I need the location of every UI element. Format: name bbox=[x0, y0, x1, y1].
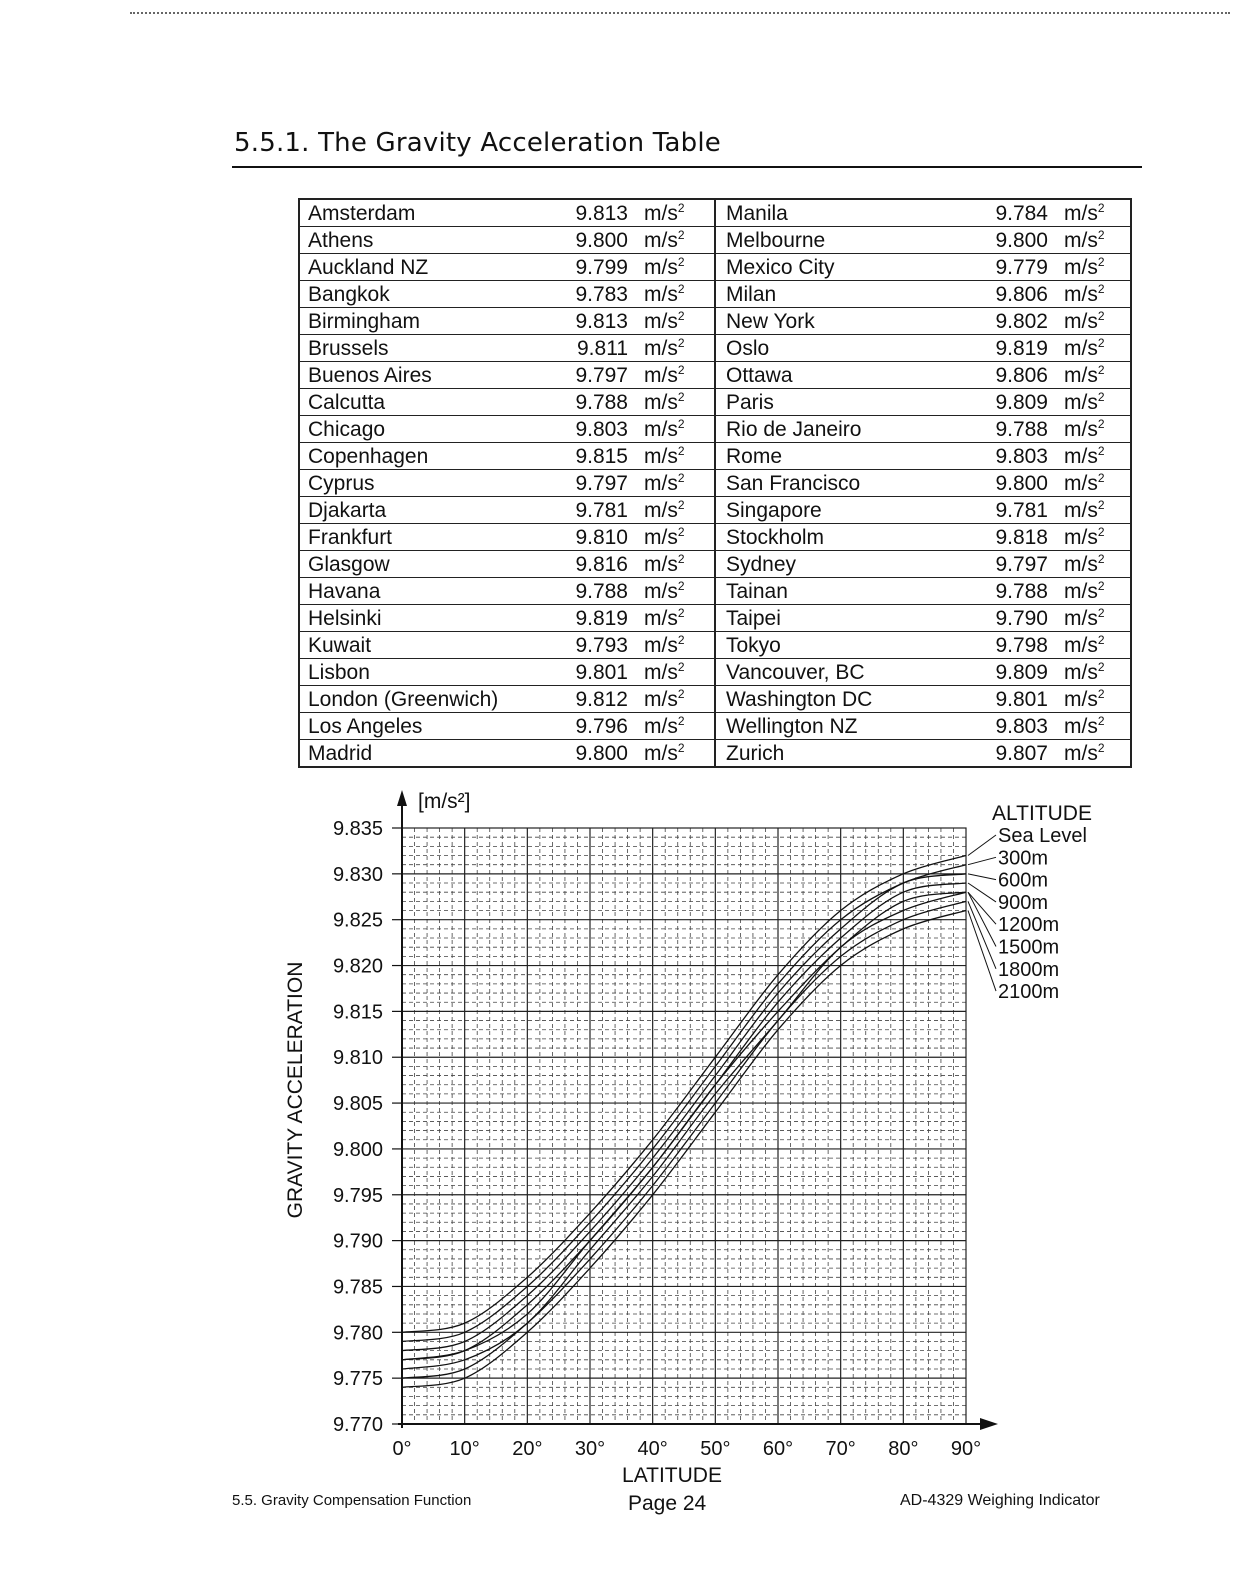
city-name: Tainan bbox=[726, 579, 788, 603]
y-tick-label: 9.780 bbox=[332, 1322, 383, 1345]
unit-base: m/s bbox=[644, 282, 678, 306]
unit-base: m/s bbox=[644, 633, 678, 657]
gravity-value: 9.797 bbox=[575, 363, 628, 387]
city-name: Bangkok bbox=[308, 282, 390, 306]
city-name: Los Angeles bbox=[308, 714, 423, 738]
city-name: Wellington NZ bbox=[726, 714, 858, 738]
unit-base: m/s bbox=[644, 417, 678, 441]
unit-base: m/s bbox=[644, 444, 678, 468]
legend-entry: 1800m bbox=[998, 958, 1060, 981]
legend-leader-line bbox=[968, 911, 996, 992]
unit-base: m/s bbox=[1064, 579, 1098, 603]
city-name: Chicago bbox=[308, 417, 386, 441]
unit-base: m/s bbox=[644, 741, 678, 765]
unit-exponent: 2 bbox=[1097, 281, 1105, 296]
y-tick-label: 9.795 bbox=[332, 1184, 383, 1207]
unit-base: m/s bbox=[1064, 201, 1098, 225]
gravity-value: 9.788 bbox=[995, 417, 1048, 441]
x-tick-label: 90° bbox=[950, 1438, 982, 1460]
unit-exponent: 2 bbox=[677, 227, 685, 242]
city-name: Calcutta bbox=[308, 390, 386, 414]
gravity-value: 9.796 bbox=[575, 714, 628, 738]
unit-exponent: 2 bbox=[677, 308, 685, 323]
y-tick-label: 9.835 bbox=[332, 818, 383, 840]
unit-base: m/s bbox=[644, 471, 678, 495]
gravity-value: 9.803 bbox=[575, 417, 628, 441]
city-name: Stockholm bbox=[726, 525, 825, 549]
city-name: London (Greenwich) bbox=[308, 687, 499, 711]
unit-base: m/s bbox=[644, 714, 678, 738]
x-tick-label: 80° bbox=[888, 1438, 919, 1460]
city-name: Tokyo bbox=[726, 633, 781, 657]
unit-exponent: 2 bbox=[677, 713, 685, 728]
legend-leader-line bbox=[968, 901, 996, 968]
x-tick-label: 50° bbox=[700, 1438, 731, 1460]
gravity-value: 9.819 bbox=[995, 336, 1048, 360]
gravity-value: 9.788 bbox=[995, 579, 1048, 603]
city-name: Brussels bbox=[308, 336, 389, 360]
gravity-value: 9.781 bbox=[995, 498, 1048, 522]
gravity-value: 9.788 bbox=[575, 579, 628, 603]
unit-base: m/s bbox=[1064, 390, 1098, 414]
city-name: Rio de Janeiro bbox=[726, 417, 862, 441]
gravity-value: 9.803 bbox=[995, 714, 1048, 738]
y-axis-title: GRAVITY ACCELERATION bbox=[284, 961, 307, 1219]
legend-leader-line bbox=[968, 835, 996, 856]
x-tick-label: 10° bbox=[449, 1438, 480, 1460]
y-tick-label: 9.775 bbox=[332, 1368, 383, 1391]
x-axis-arrow bbox=[980, 1418, 998, 1430]
x-tick-label: 30° bbox=[574, 1438, 606, 1460]
unit-exponent: 2 bbox=[677, 470, 685, 485]
unit-base: m/s bbox=[644, 579, 678, 603]
gravity-value: 9.807 bbox=[995, 741, 1048, 765]
city-name: Vancouver, BC bbox=[726, 660, 865, 684]
unit-exponent: 2 bbox=[677, 200, 685, 215]
city-name: Ottawa bbox=[726, 363, 793, 387]
legend-entry: 1500m bbox=[998, 936, 1060, 959]
unit-base: m/s bbox=[644, 687, 678, 711]
unit-base: m/s bbox=[1064, 471, 1098, 495]
unit-base: m/s bbox=[644, 363, 678, 387]
city-name: Helsinki bbox=[308, 606, 382, 630]
gravity-value: 9.800 bbox=[995, 228, 1048, 252]
unit-exponent: 2 bbox=[677, 740, 685, 755]
unit-exponent: 2 bbox=[1097, 740, 1105, 755]
city-name: Copenhagen bbox=[308, 444, 429, 468]
x-tick-label: 70° bbox=[825, 1438, 856, 1460]
unit-exponent: 2 bbox=[677, 281, 685, 296]
unit-exponent: 2 bbox=[1097, 632, 1105, 647]
unit-exponent: 2 bbox=[677, 362, 685, 377]
gravity-value: 9.809 bbox=[995, 660, 1048, 684]
city-name: Buenos Aires bbox=[308, 363, 432, 387]
y-tick-label: 9.830 bbox=[332, 863, 383, 886]
gravity-value: 9.798 bbox=[995, 633, 1048, 657]
unit-base: m/s bbox=[1064, 228, 1098, 252]
y-tick-label: 9.805 bbox=[332, 1093, 383, 1116]
unit-exponent: 2 bbox=[1097, 605, 1105, 620]
unit-exponent: 2 bbox=[677, 335, 685, 350]
unit-base: m/s bbox=[1064, 309, 1098, 333]
gravity-value: 9.815 bbox=[575, 444, 628, 468]
city-name: Sydney bbox=[726, 552, 797, 576]
y-tick-label: 9.825 bbox=[332, 909, 383, 932]
city-name: Oslo bbox=[726, 336, 770, 360]
unit-exponent: 2 bbox=[677, 416, 685, 431]
footer-section: 5.5. Gravity Compensation Function bbox=[232, 1492, 472, 1509]
city-name: Zurich bbox=[726, 741, 785, 765]
legend-leader-line bbox=[968, 857, 996, 864]
gravity-value: 9.813 bbox=[575, 309, 628, 333]
unit-exponent: 2 bbox=[1097, 416, 1105, 431]
city-name: New York bbox=[726, 309, 815, 333]
city-name: Washington DC bbox=[726, 687, 873, 711]
y-axis-unit: [m/s²] bbox=[418, 790, 471, 813]
legend-leader-line bbox=[968, 883, 996, 902]
legend-entry: Sea Level bbox=[998, 825, 1087, 847]
unit-exponent: 2 bbox=[1097, 362, 1105, 377]
unit-exponent: 2 bbox=[677, 254, 685, 269]
unit-base: m/s bbox=[644, 606, 678, 630]
unit-exponent: 2 bbox=[1097, 308, 1105, 323]
unit-base: m/s bbox=[644, 552, 678, 576]
x-tick-label: 20° bbox=[512, 1438, 543, 1460]
unit-base: m/s bbox=[644, 255, 678, 279]
city-name: Melbourne bbox=[726, 228, 826, 252]
unit-exponent: 2 bbox=[1097, 713, 1105, 728]
unit-base: m/s bbox=[644, 525, 678, 549]
city-name: Taipei bbox=[726, 606, 781, 630]
gravity-value: 9.819 bbox=[575, 606, 628, 630]
unit-base: m/s bbox=[1064, 255, 1098, 279]
unit-base: m/s bbox=[644, 336, 678, 360]
unit-exponent: 2 bbox=[677, 443, 685, 458]
gravity-value: 9.797 bbox=[575, 471, 628, 495]
unit-exponent: 2 bbox=[1097, 578, 1105, 593]
city-name: Cyprus bbox=[308, 471, 375, 495]
unit-exponent: 2 bbox=[677, 632, 685, 647]
x-tick-label: 40° bbox=[637, 1438, 668, 1460]
unit-base: m/s bbox=[1064, 633, 1098, 657]
unit-exponent: 2 bbox=[1097, 470, 1105, 485]
city-name: Athens bbox=[308, 228, 374, 252]
city-name: Frankfurt bbox=[308, 525, 393, 549]
gravity-value: 9.806 bbox=[995, 363, 1048, 387]
unit-exponent: 2 bbox=[1097, 686, 1105, 701]
unit-base: m/s bbox=[644, 660, 678, 684]
unit-exponent: 2 bbox=[1097, 551, 1105, 566]
unit-base: m/s bbox=[644, 228, 678, 252]
unit-exponent: 2 bbox=[677, 578, 685, 593]
series-line-1200m bbox=[402, 892, 966, 1360]
gravity-value: 9.806 bbox=[995, 282, 1048, 306]
city-name: Mexico City bbox=[726, 255, 835, 279]
unit-exponent: 2 bbox=[1097, 254, 1105, 269]
gravity-value: 9.799 bbox=[575, 255, 628, 279]
legend-title: ALTITUDE bbox=[992, 802, 1092, 825]
unit-exponent: 2 bbox=[1097, 524, 1105, 539]
section-title: 5.5.1. The Gravity Acceleration Table bbox=[234, 128, 721, 158]
unit-exponent: 2 bbox=[677, 686, 685, 701]
gravity-value: 9.803 bbox=[995, 444, 1048, 468]
city-name: Lisbon bbox=[308, 660, 370, 684]
city-name: Glasgow bbox=[308, 552, 390, 576]
unit-base: m/s bbox=[1064, 336, 1098, 360]
city-name: Amsterdam bbox=[308, 201, 416, 225]
y-tick-label: 9.815 bbox=[332, 1001, 383, 1024]
y-axis-arrow bbox=[397, 790, 407, 806]
unit-exponent: 2 bbox=[677, 524, 685, 539]
gravity-value: 9.800 bbox=[995, 471, 1048, 495]
city-name: Madrid bbox=[308, 741, 373, 765]
city-name: Milan bbox=[726, 282, 777, 306]
gravity-value: 9.800 bbox=[575, 228, 628, 252]
gravity-value: 9.788 bbox=[575, 390, 628, 414]
unit-base: m/s bbox=[1064, 417, 1098, 441]
unit-base: m/s bbox=[1064, 525, 1098, 549]
legend-entry: 900m bbox=[998, 891, 1049, 914]
gravity-value: 9.790 bbox=[995, 606, 1048, 630]
gravity-value: 9.818 bbox=[995, 525, 1048, 549]
gravity-value: 9.801 bbox=[995, 687, 1048, 711]
unit-base: m/s bbox=[644, 390, 678, 414]
unit-base: m/s bbox=[1064, 444, 1098, 468]
y-tick-label: 9.785 bbox=[332, 1276, 383, 1299]
gravity-value: 9.797 bbox=[995, 552, 1048, 576]
unit-base: m/s bbox=[1064, 741, 1098, 765]
gravity-value: 9.800 bbox=[575, 741, 628, 765]
gravity-value: 9.784 bbox=[995, 201, 1048, 225]
unit-base: m/s bbox=[1064, 282, 1098, 306]
legend-entry: 1200m bbox=[998, 914, 1060, 937]
city-name: Singapore bbox=[726, 498, 822, 522]
gravity-value: 9.813 bbox=[575, 201, 628, 225]
legend-entry: 2100m bbox=[998, 981, 1060, 1004]
unit-base: m/s bbox=[1064, 498, 1098, 522]
unit-base: m/s bbox=[644, 201, 678, 225]
unit-exponent: 2 bbox=[1097, 200, 1105, 215]
x-tick-label: 0° bbox=[392, 1438, 412, 1460]
unit-exponent: 2 bbox=[677, 659, 685, 674]
unit-base: m/s bbox=[1064, 606, 1098, 630]
gravity-value: 9.793 bbox=[575, 633, 628, 657]
unit-exponent: 2 bbox=[1097, 659, 1105, 674]
unit-exponent: 2 bbox=[677, 551, 685, 566]
y-tick-label: 9.790 bbox=[332, 1230, 383, 1253]
gravity-value: 9.779 bbox=[995, 255, 1048, 279]
y-tick-label: 9.810 bbox=[332, 1047, 383, 1070]
footer-page-number: Page 24 bbox=[628, 1492, 707, 1515]
unit-exponent: 2 bbox=[677, 389, 685, 404]
y-tick-label: 9.820 bbox=[332, 955, 383, 978]
city-name: San Francisco bbox=[726, 471, 861, 495]
legend-entry: 600m bbox=[998, 869, 1049, 892]
legend-leader-line bbox=[968, 874, 996, 880]
unit-exponent: 2 bbox=[677, 605, 685, 620]
unit-base: m/s bbox=[1064, 552, 1098, 576]
city-name: Manila bbox=[726, 201, 788, 225]
unit-exponent: 2 bbox=[1097, 497, 1105, 512]
city-name: Rome bbox=[726, 444, 783, 468]
x-axis-title: LATITUDE bbox=[622, 1464, 722, 1487]
gravity-value: 9.810 bbox=[575, 525, 628, 549]
legend-entry: 300m bbox=[998, 847, 1049, 870]
unit-exponent: 2 bbox=[1097, 389, 1105, 404]
footer-product: AD-4329 Weighing Indicator bbox=[900, 1492, 1100, 1509]
gravity-value: 9.802 bbox=[995, 309, 1048, 333]
gravity-value: 9.812 bbox=[575, 687, 628, 711]
gravity-value: 9.811 bbox=[577, 336, 628, 360]
gravity-value: 9.781 bbox=[575, 498, 628, 522]
y-tick-label: 9.770 bbox=[332, 1414, 383, 1436]
unit-exponent: 2 bbox=[1097, 443, 1105, 458]
unit-base: m/s bbox=[644, 309, 678, 333]
gravity-value: 9.816 bbox=[575, 552, 628, 576]
city-name: Birmingham bbox=[308, 309, 421, 333]
unit-exponent: 2 bbox=[1097, 335, 1105, 350]
y-tick-label: 9.800 bbox=[332, 1138, 383, 1161]
unit-base: m/s bbox=[1064, 687, 1098, 711]
city-name: Paris bbox=[726, 390, 774, 414]
city-name: Auckland NZ bbox=[308, 255, 429, 279]
x-tick-label: 60° bbox=[762, 1438, 794, 1460]
city-name: Havana bbox=[308, 579, 381, 603]
gravity-value: 9.783 bbox=[575, 282, 628, 306]
unit-base: m/s bbox=[1064, 363, 1098, 387]
unit-base: m/s bbox=[644, 498, 678, 522]
unit-exponent: 2 bbox=[677, 497, 685, 512]
unit-exponent: 2 bbox=[1097, 227, 1105, 242]
city-name: Kuwait bbox=[308, 633, 372, 657]
unit-base: m/s bbox=[1064, 660, 1098, 684]
gravity-value: 9.809 bbox=[995, 390, 1048, 414]
unit-base: m/s bbox=[1064, 714, 1098, 738]
gravity-value: 9.801 bbox=[575, 660, 628, 684]
city-name: Djakarta bbox=[308, 498, 387, 522]
